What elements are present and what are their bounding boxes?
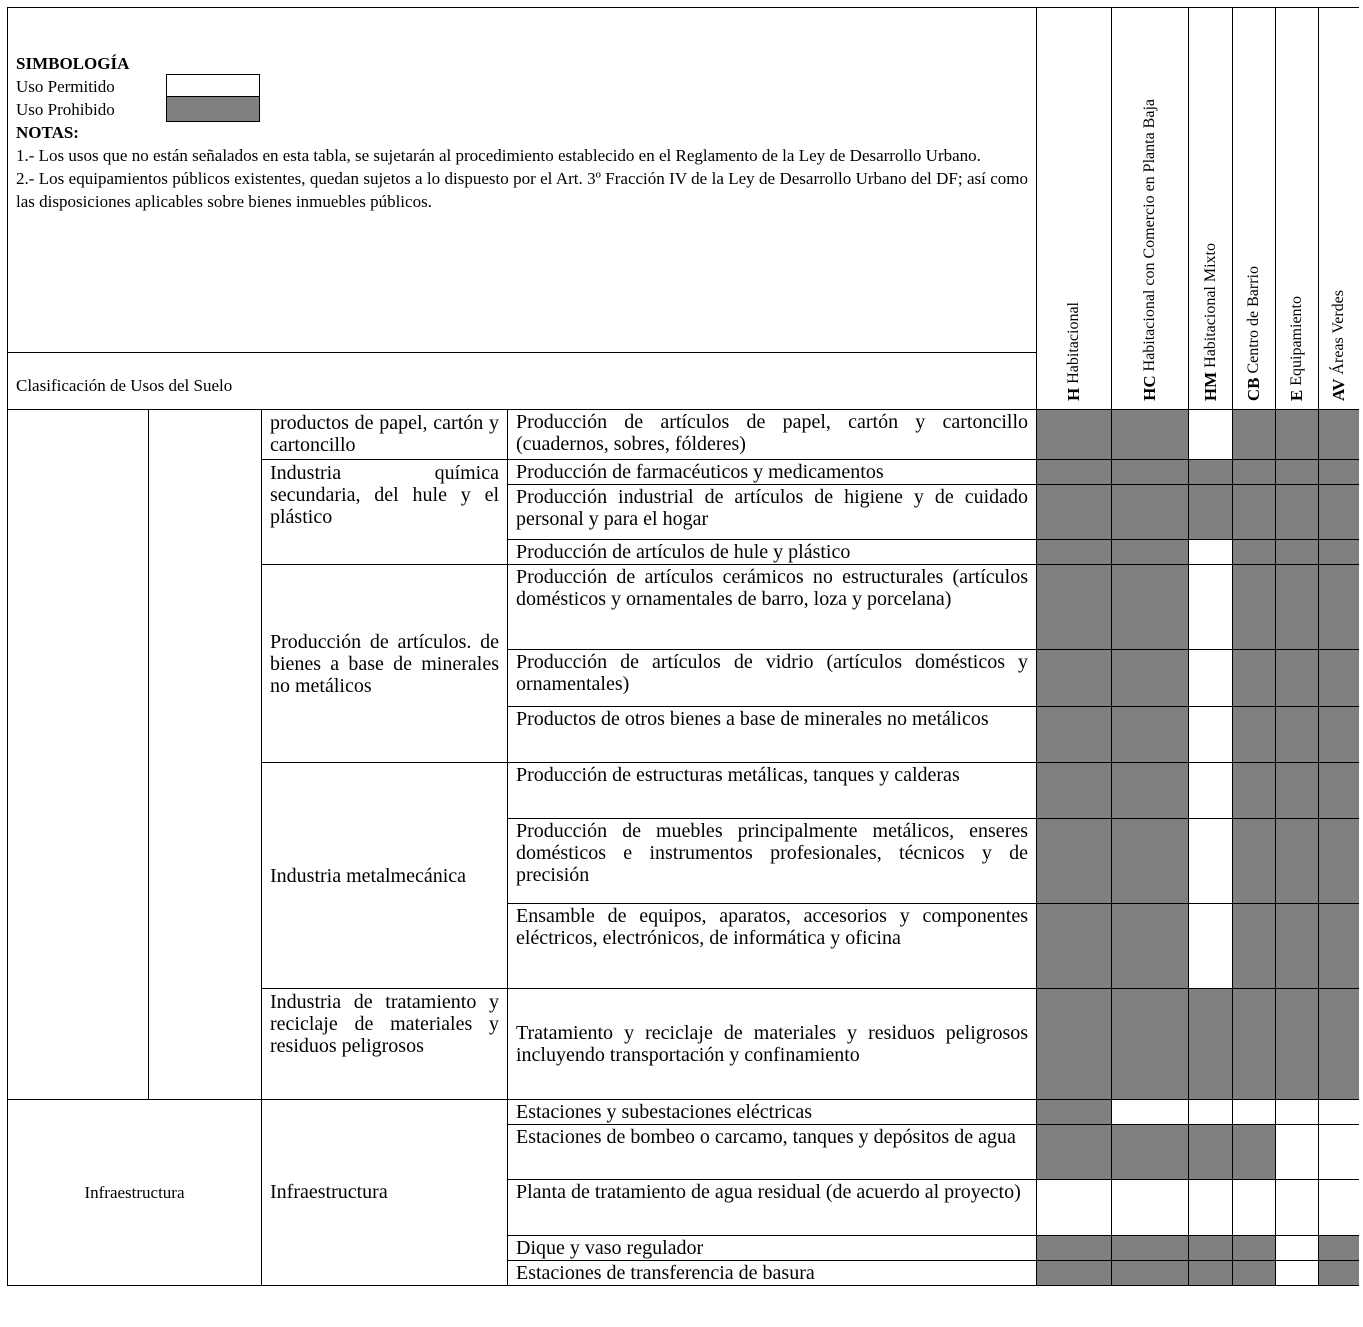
status-cell-e-prohibited bbox=[1276, 707, 1319, 763]
status-cell-e-permitted bbox=[1276, 1261, 1319, 1286]
subgroup-minerales: Producción de artículos. de bienes a base de minerales no metálicos bbox=[262, 565, 508, 763]
status-cell-hc-prohibited bbox=[1112, 763, 1189, 819]
status-cell-hc-prohibited bbox=[1112, 1125, 1189, 1180]
column-header-e: E Equipamiento bbox=[1276, 8, 1319, 410]
status-cell-cb-prohibited bbox=[1233, 460, 1276, 485]
status-cell-hc-prohibited bbox=[1112, 565, 1189, 650]
status-cell-hc-permitted bbox=[1112, 1180, 1189, 1236]
status-cell-hc-prohibited bbox=[1112, 540, 1189, 565]
legend-title: SIMBOLOGÍA bbox=[16, 54, 130, 73]
status-cell-hm-prohibited bbox=[1189, 485, 1233, 540]
status-cell-hc-prohibited bbox=[1112, 904, 1189, 989]
column-header-h: H Habitacional bbox=[1037, 8, 1112, 410]
status-cell-cb-prohibited bbox=[1233, 904, 1276, 989]
status-cell-av-prohibited bbox=[1319, 904, 1359, 989]
legend-prohibited-swatch bbox=[166, 96, 260, 122]
use-cell: Producción industrial de artículos de higiene y de cuidado personal y para el hogar bbox=[508, 485, 1037, 540]
use-cell: Estaciones de transferencia de basura bbox=[508, 1261, 1037, 1286]
status-cell-h-prohibited bbox=[1037, 989, 1112, 1100]
status-cell-cb-prohibited bbox=[1233, 565, 1276, 650]
status-cell-e-permitted bbox=[1276, 1236, 1319, 1261]
status-cell-av-prohibited bbox=[1319, 763, 1359, 819]
status-cell-av-prohibited bbox=[1319, 540, 1359, 565]
status-cell-cb-prohibited bbox=[1233, 1261, 1276, 1286]
status-cell-cb-prohibited bbox=[1233, 650, 1276, 707]
status-cell-hc-prohibited bbox=[1112, 460, 1189, 485]
legend-prohibited-label: Uso Prohibido bbox=[16, 100, 115, 119]
status-cell-av-permitted bbox=[1319, 1125, 1359, 1180]
group-cell-blank bbox=[8, 410, 149, 1100]
status-cell-e-prohibited bbox=[1276, 565, 1319, 650]
status-cell-h-prohibited bbox=[1037, 460, 1112, 485]
subgroup-metal: Industria metalmecánica bbox=[262, 763, 508, 989]
use-cell: Estaciones de bombeo o carcamo, tanques y depósitos de agua bbox=[508, 1125, 1037, 1180]
status-cell-hc-prohibited bbox=[1112, 707, 1189, 763]
classification-header: Clasificación de Usos del Suelo bbox=[8, 353, 1037, 410]
subgroup-cell-blank bbox=[149, 410, 262, 1100]
status-cell-hm-prohibited bbox=[1189, 989, 1233, 1100]
status-cell-av-prohibited bbox=[1319, 989, 1359, 1100]
use-cell: Producción de estructuras metálicas, tanques y calderas bbox=[508, 763, 1037, 819]
status-cell-hm-prohibited bbox=[1189, 1261, 1233, 1286]
status-cell-e-prohibited bbox=[1276, 989, 1319, 1100]
status-cell-hm-prohibited bbox=[1189, 1236, 1233, 1261]
status-cell-h-prohibited bbox=[1037, 763, 1112, 819]
status-cell-cb-prohibited bbox=[1233, 763, 1276, 819]
status-cell-h-prohibited bbox=[1037, 1100, 1112, 1125]
status-cell-h-prohibited bbox=[1037, 819, 1112, 904]
status-cell-cb-permitted bbox=[1233, 1180, 1276, 1236]
use-cell: Estaciones y subestaciones eléctricas bbox=[508, 1100, 1037, 1125]
status-cell-hm-permitted bbox=[1189, 763, 1233, 819]
status-cell-hm-permitted bbox=[1189, 707, 1233, 763]
status-cell-e-prohibited bbox=[1276, 763, 1319, 819]
use-cell: Producción de artículos de hule y plástico bbox=[508, 540, 1037, 565]
subgroup-quimica: Industria química secundaria, del hule y el plástico bbox=[262, 460, 508, 565]
status-cell-hc-prohibited bbox=[1112, 1236, 1189, 1261]
status-cell-hc-prohibited bbox=[1112, 650, 1189, 707]
status-cell-av-prohibited bbox=[1319, 650, 1359, 707]
use-cell: Producción de muebles principalmente metálicos, enseres domésticos e instrumentos profesionales, técnicos y de precisión bbox=[508, 819, 1037, 904]
status-cell-h-prohibited bbox=[1037, 540, 1112, 565]
use-cell: Dique y vaso regulador bbox=[508, 1236, 1037, 1261]
status-cell-e-permitted bbox=[1276, 1100, 1319, 1125]
status-cell-h-prohibited bbox=[1037, 1261, 1112, 1286]
status-cell-av-permitted bbox=[1319, 1100, 1359, 1125]
status-cell-av-prohibited bbox=[1319, 485, 1359, 540]
status-cell-hc-prohibited bbox=[1112, 1261, 1189, 1286]
use-cell: Ensamble de equipos, aparatos, accesorios y componentes eléctricos, electrónicos, de informática y oficina bbox=[508, 904, 1037, 989]
status-cell-e-permitted bbox=[1276, 1125, 1319, 1180]
status-cell-cb-prohibited bbox=[1233, 819, 1276, 904]
status-cell-h-prohibited bbox=[1037, 1236, 1112, 1261]
status-cell-av-prohibited bbox=[1319, 1236, 1359, 1261]
status-cell-e-permitted bbox=[1276, 1180, 1319, 1236]
note-2: 2.- Los equipamientos públicos existentes, quedan sujetos a lo dispuesto por el Art. 3º Fracción IV de la Ley de Desarrollo Urbano del DF; así como las disposiciones aplicables sobre bienes inmuebles públicos. bbox=[16, 169, 1029, 211]
status-cell-hm-permitted bbox=[1189, 410, 1233, 460]
status-cell-e-prohibited bbox=[1276, 460, 1319, 485]
status-cell-cb-prohibited bbox=[1233, 1236, 1276, 1261]
status-cell-av-prohibited bbox=[1319, 460, 1359, 485]
status-cell-cb-prohibited bbox=[1233, 485, 1276, 540]
status-cell-hm-permitted bbox=[1189, 565, 1233, 650]
status-cell-hm-permitted bbox=[1189, 1180, 1233, 1236]
use-cell: Planta de tratamiento de agua residual (de acuerdo al proyecto) bbox=[508, 1180, 1037, 1236]
status-cell-av-prohibited bbox=[1319, 565, 1359, 650]
status-cell-h-prohibited bbox=[1037, 650, 1112, 707]
status-cell-hc-prohibited bbox=[1112, 989, 1189, 1100]
status-cell-hm-prohibited bbox=[1189, 1125, 1233, 1180]
status-cell-h-prohibited bbox=[1037, 565, 1112, 650]
status-cell-e-prohibited bbox=[1276, 540, 1319, 565]
status-cell-cb-prohibited bbox=[1233, 1125, 1276, 1180]
status-cell-cb-prohibited bbox=[1233, 989, 1276, 1100]
status-cell-h-permitted bbox=[1037, 1180, 1112, 1236]
status-cell-e-prohibited bbox=[1276, 650, 1319, 707]
status-cell-av-prohibited bbox=[1319, 1261, 1359, 1286]
subgroup-papel: productos de papel, cartón y cartoncillo bbox=[262, 410, 508, 460]
column-header-hm: HM Habitacional Mixto bbox=[1189, 8, 1233, 410]
status-cell-hm-permitted bbox=[1189, 1100, 1233, 1125]
use-cell: Producción de farmacéuticos y medicamentos bbox=[508, 460, 1037, 485]
table-row bbox=[8, 1100, 1360, 1125]
status-cell-av-prohibited bbox=[1319, 410, 1359, 460]
subgroup-reciclaje: Industria de tratamiento y reciclaje de materiales y residuos peligrosos bbox=[262, 989, 508, 1100]
column-header-hc: HC Habitacional con Comercio en Planta Baja bbox=[1112, 8, 1189, 410]
subgroup-infraestructura: Infraestructura bbox=[262, 1100, 508, 1286]
status-cell-hm-permitted bbox=[1189, 540, 1233, 565]
status-cell-cb-prohibited bbox=[1233, 410, 1276, 460]
status-cell-cb-prohibited bbox=[1233, 540, 1276, 565]
notes-title: NOTAS: bbox=[16, 123, 79, 142]
status-cell-hm-permitted bbox=[1189, 904, 1233, 989]
status-cell-hc-prohibited bbox=[1112, 410, 1189, 460]
use-cell: Productos de otros bienes a base de minerales no metálicos bbox=[508, 707, 1037, 763]
status-cell-hm-permitted bbox=[1189, 819, 1233, 904]
use-cell: Producción de artículos cerámicos no estructurales (artículos domésticos y ornamentales de barro, loza y porcelana) bbox=[508, 565, 1037, 650]
status-cell-h-prohibited bbox=[1037, 485, 1112, 540]
status-cell-e-prohibited bbox=[1276, 819, 1319, 904]
group-infraestructura: Infraestructura bbox=[8, 1100, 262, 1286]
land-use-table bbox=[7, 7, 1359, 1286]
column-header-av: AV Áreas Verdes bbox=[1319, 8, 1359, 410]
land-use-table-page bbox=[7, 7, 1359, 1327]
status-cell-e-prohibited bbox=[1276, 485, 1319, 540]
status-cell-cb-prohibited bbox=[1233, 707, 1276, 763]
status-cell-h-prohibited bbox=[1037, 707, 1112, 763]
note-1: 1.- Los usos que no están señalados en esta tabla, se sujetarán al procedimiento establecido en el Reglamento de la Ley de Desarrollo Urbano. bbox=[16, 146, 981, 165]
table-row bbox=[8, 410, 1360, 460]
use-cell: Producción de artículos de papel, cartón y cartoncillo (cuadernos, sobres, fólderes) bbox=[508, 410, 1037, 460]
column-header-cb: CB Centro de Barrio bbox=[1233, 8, 1276, 410]
use-cell: Tratamiento y reciclaje de materiales y residuos peligrosos incluyendo transportación y confinamiento bbox=[508, 989, 1037, 1100]
status-cell-h-prohibited bbox=[1037, 410, 1112, 460]
status-cell-hc-permitted bbox=[1112, 1100, 1189, 1125]
legend-prohibited bbox=[16, 98, 1028, 121]
status-cell-hm-prohibited bbox=[1189, 460, 1233, 485]
status-cell-av-permitted bbox=[1319, 1180, 1359, 1236]
status-cell-h-prohibited bbox=[1037, 904, 1112, 989]
use-cell: Producción de artículos de vidrio (artículos domésticos y ornamentales) bbox=[508, 650, 1037, 707]
status-cell-e-prohibited bbox=[1276, 904, 1319, 989]
status-cell-cb-permitted bbox=[1233, 1100, 1276, 1125]
legend-permitted-label: Uso Permitido bbox=[16, 77, 115, 96]
status-cell-hm-permitted bbox=[1189, 650, 1233, 707]
status-cell-av-prohibited bbox=[1319, 707, 1359, 763]
legend-notes-cell bbox=[8, 8, 1037, 353]
status-cell-av-prohibited bbox=[1319, 819, 1359, 904]
status-cell-hc-prohibited bbox=[1112, 819, 1189, 904]
status-cell-hc-prohibited bbox=[1112, 485, 1189, 540]
status-cell-h-prohibited bbox=[1037, 1125, 1112, 1180]
status-cell-e-prohibited bbox=[1276, 410, 1319, 460]
